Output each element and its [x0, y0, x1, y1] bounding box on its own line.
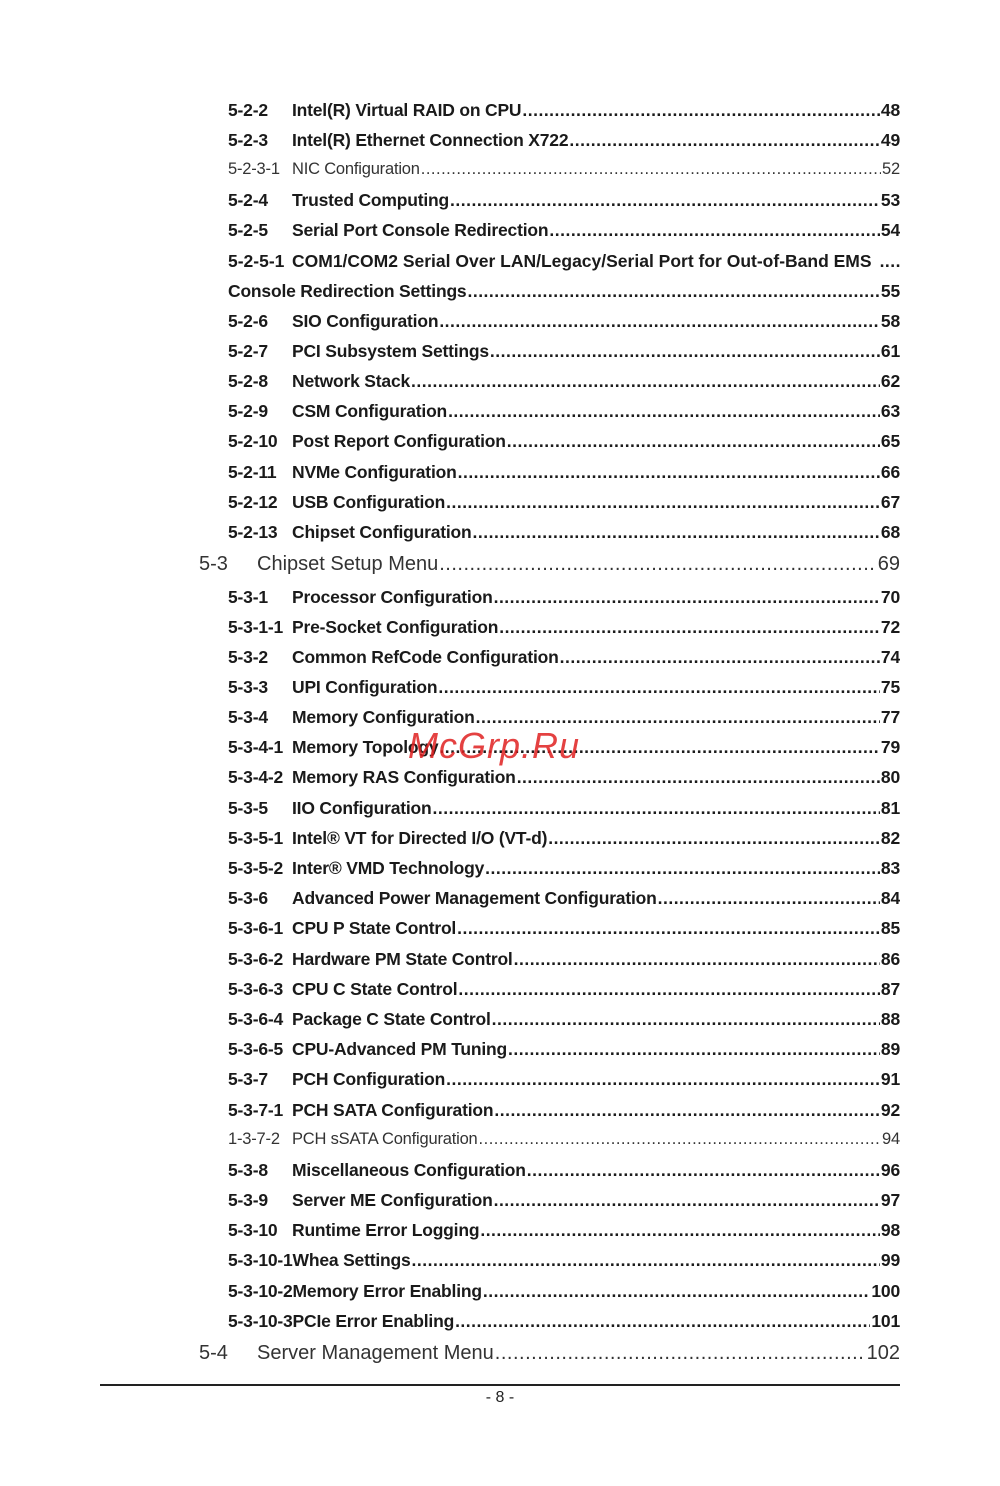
entry-number: 5-2-2	[228, 100, 268, 120]
toc-entry[interactable]	[228, 1009, 900, 1030]
entry-number: 5-3-7	[228, 1069, 268, 1089]
entry-title: Intel(R) Ethernet Connection X722	[292, 130, 569, 150]
toc-entry[interactable]	[228, 130, 900, 151]
toc-entry[interactable]	[228, 587, 900, 608]
toc-entry[interactable]	[228, 1039, 900, 1060]
entry-page-number: 70	[880, 587, 900, 607]
toc-entry[interactable]	[228, 979, 900, 1000]
entry-title: Common RefCode Configuration	[292, 647, 559, 667]
entry-title: Whea Settings	[292, 1250, 411, 1270]
dot-leader	[458, 979, 880, 1000]
entry-page-number: 89	[880, 1039, 900, 1059]
footer-rule	[100, 1384, 900, 1386]
dot-leader	[494, 1190, 880, 1211]
entry-title: Memory RAS Configuration	[292, 767, 516, 787]
entry-title: Package C State Control	[292, 1009, 491, 1029]
entry-title: PCIe Error Enabling	[292, 1311, 455, 1331]
toc-entry[interactable]	[228, 220, 900, 241]
entry-page-number: 92	[880, 1100, 900, 1120]
dot-leader	[438, 677, 880, 698]
entry-number: 5-3-4-1	[228, 737, 284, 757]
entry-number: 5-4	[199, 1342, 228, 1364]
dot-leader	[569, 130, 880, 151]
entry-page-number: 54	[880, 220, 900, 240]
toc-section-entry[interactable]	[199, 553, 900, 576]
entry-number: 5-3-1-1	[228, 617, 284, 637]
dot-leader	[492, 1009, 880, 1030]
toc-entry[interactable]	[228, 1250, 900, 1271]
toc-entry[interactable]	[228, 767, 900, 788]
entry-number: 5-3	[199, 553, 228, 575]
entry-number: 5-3-8	[228, 1160, 268, 1180]
entry-title: Processor Configuration	[292, 587, 493, 607]
dot-leader	[433, 798, 880, 819]
dot-leader	[517, 767, 880, 788]
entry-page-number: 63	[880, 401, 900, 421]
dot-leader	[455, 1311, 870, 1332]
toc-entry[interactable]	[228, 918, 900, 939]
dot-leader	[473, 522, 880, 543]
entry-number: 5-3-1	[228, 587, 268, 607]
entry-title: Memory Configuration	[292, 707, 475, 727]
toc-entry[interactable]	[228, 492, 900, 513]
entry-page-number: 83	[880, 858, 900, 878]
entry-page-number: 80	[880, 767, 900, 787]
toc-entry[interactable]	[228, 798, 900, 819]
entry-title: Trusted Computing	[292, 190, 450, 210]
entry-number: 5-3-4-2	[228, 767, 284, 787]
toc-entry[interactable]	[228, 371, 900, 392]
entry-number: 5-2-6	[228, 311, 268, 331]
entry-title: Chipset Configuration	[292, 522, 472, 542]
entry-number: 5-3-6-5	[228, 1039, 284, 1059]
entry-title: Chipset Setup Menu	[257, 553, 439, 575]
entry-number: 5-3-10-3	[228, 1311, 293, 1331]
entry-title: IIO Configuration	[292, 798, 432, 818]
entry-number: 5-3-7-1	[228, 1100, 284, 1120]
toc-entry[interactable]	[228, 828, 900, 849]
entry-number: 5-3-10	[228, 1220, 278, 1240]
toc-entry[interactable]	[228, 1069, 900, 1090]
dot-leader	[490, 341, 880, 362]
entry-number: 5-3-5-1	[228, 828, 284, 848]
entry-number: 5-3-6-3	[228, 979, 284, 999]
entry-number: 5-2-5-1	[228, 251, 285, 271]
entry-number: 5-2-5	[228, 220, 268, 240]
entry-page-number: 101	[871, 1311, 900, 1331]
entry-number: 5-2-3	[228, 130, 268, 150]
entry-page-number: 52	[882, 160, 900, 178]
entry-number: 5-3-3	[228, 677, 268, 697]
dot-leader	[467, 281, 879, 302]
dot-leader	[522, 100, 880, 121]
entry-page-number: 97	[880, 1190, 900, 1210]
toc-entry[interactable]	[228, 311, 900, 332]
entry-title: Serial Port Console Redirection	[292, 220, 549, 240]
toc-entry[interactable]	[228, 949, 900, 970]
toc-entry[interactable]	[228, 647, 900, 668]
entry-number: 5-2-10	[228, 431, 278, 451]
entry-number: 5-3-10-2	[228, 1281, 293, 1301]
entry-page-number: 72	[880, 617, 900, 637]
entry-title: PCH Configuration	[292, 1069, 446, 1089]
entry-title: Inter® VMD Technology	[292, 858, 485, 878]
entry-title: Pre-Socket Configuration	[292, 617, 499, 637]
entry-number: 5-3-2	[228, 647, 268, 667]
entry-title: SIO Configuration	[292, 311, 439, 331]
dot-leader	[658, 888, 880, 909]
entry-title: Memory Topology	[292, 737, 439, 757]
entry-page-number: 61	[880, 341, 900, 361]
entry-page-number: 91	[880, 1069, 900, 1089]
entry-title: Intel® VT for Directed I/O (VT-d)	[292, 828, 548, 848]
entry-page-number: 74	[880, 647, 900, 667]
toc-entry[interactable]	[228, 160, 900, 179]
entry-title: PCH SATA Configuration	[292, 1100, 494, 1120]
entry-page-number: 85	[880, 918, 900, 938]
dot-leader	[485, 858, 880, 879]
entry-title: CPU P State Control	[292, 918, 457, 938]
entry-page-number: 98	[880, 1220, 900, 1240]
dot-leader	[548, 828, 880, 849]
entry-number: 5-2-13	[228, 522, 278, 542]
dot-leader	[448, 401, 880, 422]
dot-leader	[479, 1130, 882, 1149]
dot-leader	[446, 492, 880, 513]
dot-leader	[412, 1250, 880, 1271]
entry-page-number: 69	[877, 553, 900, 575]
entry-page-number: 49	[880, 130, 900, 150]
dot-leader	[495, 1342, 862, 1365]
entry-title: CSM Configuration	[292, 401, 448, 421]
dot-leader	[494, 1100, 880, 1121]
entry-title: PCI Subsystem Settings	[292, 341, 489, 361]
entry-number: 5-3-6-2	[228, 949, 284, 969]
entry-page-number: 81	[880, 798, 900, 818]
toc-entry[interactable]	[228, 888, 900, 909]
entry-title: Hardware PM State Control	[292, 949, 513, 969]
entry-page-number: 100	[871, 1281, 900, 1301]
entry-title: Server Management Menu	[257, 1342, 494, 1364]
toc-entry[interactable]	[228, 251, 900, 272]
entry-page-number: 66	[880, 462, 900, 482]
entry-number: 1-3-7-2	[228, 1130, 280, 1148]
entry-number: 5-2-8	[228, 371, 268, 391]
entry-number: 5-3-9	[228, 1190, 268, 1210]
dot-leader	[450, 190, 880, 211]
entry-page-number: 55	[880, 281, 900, 301]
entry-page-number: 84	[880, 888, 900, 908]
entry-page-number: 65	[880, 431, 900, 451]
entry-title: COM1/COM2 Serial Over LAN/Legacy/Serial Port for Out-of-Band EMS	[292, 251, 872, 271]
entry-title: Runtime Error Logging	[292, 1220, 480, 1240]
entry-page-number: 75	[880, 677, 900, 697]
entry-page-number: 77	[880, 707, 900, 727]
entry-number: 5-2-4	[228, 190, 268, 210]
toc-entry[interactable]	[228, 1220, 900, 1241]
toc-entry[interactable]	[228, 1281, 900, 1302]
entry-page-number: 86	[880, 949, 900, 969]
dot-leader	[514, 949, 880, 970]
entry-number: 5-3-6-4	[228, 1009, 284, 1029]
entry-number: 5-3-5	[228, 798, 268, 818]
dot-leader	[527, 1160, 880, 1181]
watermark: McGrp.Ru	[408, 725, 581, 766]
entry-number: 5-3-6	[228, 888, 268, 908]
entry-title: Network Stack	[292, 371, 411, 391]
entry-number: 5-2-7	[228, 341, 268, 361]
dot-leader	[499, 617, 880, 638]
entry-title: CPU-Advanced PM Tuning	[292, 1039, 507, 1059]
dot-leader	[483, 1281, 871, 1302]
toc-entry[interactable]	[228, 341, 900, 362]
entry-page-number: 67	[880, 492, 900, 512]
dot-leader	[411, 371, 880, 392]
entry-page-number: 102	[866, 1342, 900, 1364]
toc-entry[interactable]	[228, 281, 900, 302]
entry-title: Post Report Configuration	[292, 431, 506, 451]
entry-number: 5-3-5-2	[228, 858, 284, 878]
entry-number: 5-2-9	[228, 401, 268, 421]
entry-title: Miscellaneous Configuration	[292, 1160, 526, 1180]
entry-page-number: 48	[880, 100, 900, 120]
entry-number: 5-2-11	[228, 462, 277, 482]
entry-title: Server ME Configuration	[292, 1190, 493, 1210]
dot-leader	[507, 431, 880, 452]
entry-number: 5-2-3-1	[228, 160, 280, 178]
entry-number: 5-3-6-1	[228, 918, 284, 938]
entry-page-number: 79	[880, 737, 900, 757]
entry-title: UPI Configuration	[292, 677, 438, 697]
entry-title: NVMe Configuration	[292, 462, 457, 482]
toc-entry[interactable]	[228, 100, 900, 121]
dot-leader	[439, 553, 873, 576]
toc-entry[interactable]	[228, 1130, 900, 1149]
toc-entry[interactable]	[228, 522, 900, 543]
toc-entry[interactable]	[228, 190, 900, 211]
toc-section-entry[interactable]	[199, 1342, 900, 1365]
toc-entry[interactable]	[228, 1190, 900, 1211]
entry-title: Console Redirection Settings	[228, 281, 467, 301]
toc-entry[interactable]	[228, 462, 900, 483]
entry-page-number: 87	[880, 979, 900, 999]
entry-title: Memory Error Enabling	[292, 1281, 482, 1301]
toc-entry[interactable]	[228, 401, 900, 422]
entry-title: Intel(R) Virtual RAID on CPU	[292, 100, 522, 120]
entry-page-number: 94	[882, 1130, 900, 1148]
entry-page-number: 62	[880, 371, 900, 391]
entry-title: CPU C State Control	[292, 979, 458, 999]
dot-leader	[439, 311, 880, 332]
dot-leader	[508, 1039, 880, 1060]
entry-title: PCH sSATA Configuration	[292, 1130, 478, 1148]
dot-leader	[494, 587, 880, 608]
dot-leader	[457, 918, 880, 939]
toc-entry[interactable]	[228, 431, 900, 452]
dot-leader	[549, 220, 880, 241]
entry-title: NIC Configuration	[292, 160, 420, 178]
entry-number: 5-3-10-1	[228, 1250, 293, 1270]
entry-page-number: 99	[880, 1250, 900, 1270]
entry-page-number: 88	[880, 1009, 900, 1029]
entry-page-number: 53	[880, 190, 900, 210]
toc-entry[interactable]	[228, 1100, 900, 1121]
dot-leader	[560, 647, 880, 668]
dot-leader	[880, 251, 900, 272]
entry-page-number: 82	[880, 828, 900, 848]
dot-leader	[421, 160, 881, 179]
entry-page-number: 68	[880, 522, 900, 542]
dot-leader	[458, 462, 880, 483]
entry-title: Advanced Power Management Configuration	[292, 888, 657, 908]
page-number: - 8 -	[485, 1389, 515, 1406]
entry-number: 5-3-4	[228, 707, 268, 727]
entry-title: USB Configuration	[292, 492, 446, 512]
dot-leader	[446, 1069, 880, 1090]
toc-entry[interactable]	[228, 1311, 900, 1332]
toc-entry[interactable]	[228, 858, 900, 879]
entry-number: 5-2-12	[228, 492, 278, 512]
toc-entry[interactable]	[228, 617, 900, 638]
toc-entry[interactable]	[228, 677, 900, 698]
dot-leader	[480, 1220, 880, 1241]
toc-entry[interactable]	[228, 1160, 900, 1181]
entry-page-number: 58	[880, 311, 900, 331]
entry-page-number: 96	[880, 1160, 900, 1180]
